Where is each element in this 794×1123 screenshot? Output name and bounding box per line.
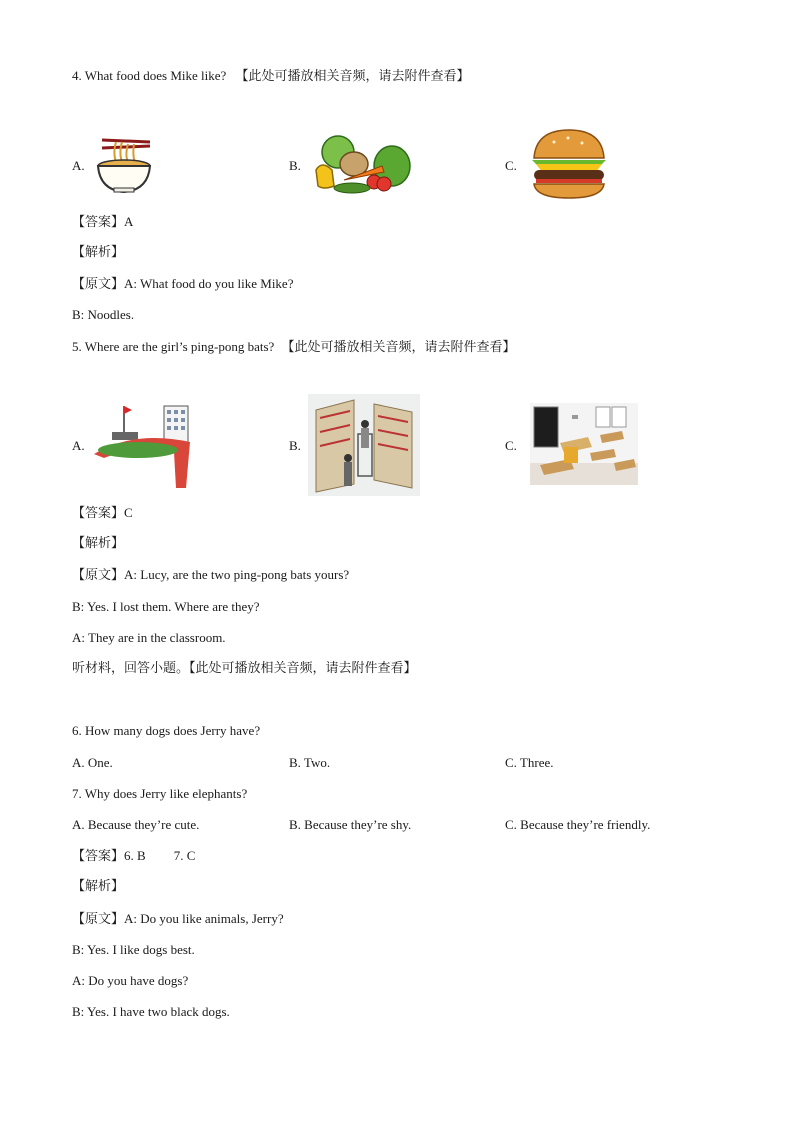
transcript-tag: 【原文】 <box>72 568 125 583</box>
q7-option-a: A. Because they’re cute. <box>72 817 200 832</box>
transcript-text: A: Do you like animals, Jerry? <box>124 911 284 926</box>
q4-option-b-label: B. <box>289 158 301 173</box>
question-7: 7. Why does Jerry like elephants? <box>72 786 248 801</box>
audio-note[interactable]: 【此处可播放相关音频，请去附件查看】 <box>281 340 516 355</box>
q6-option-c: C. Three. <box>505 755 554 770</box>
q5-option-b-label: B. <box>289 438 301 453</box>
q5-analysis-tag: 【解析】 <box>72 536 125 551</box>
q7-option-b: B. Because they’re shy. <box>289 817 412 832</box>
q5-answer <box>72 505 133 522</box>
answer-7: 7. C <box>173 848 196 863</box>
noodles-bowl-icon <box>94 132 154 194</box>
question-6: 6. How many dogs does Jerry have? <box>72 723 261 738</box>
q67-transcript-line-1 <box>72 911 284 928</box>
answer-tag: 【答案】 <box>72 506 125 521</box>
classroom-icon <box>530 403 638 485</box>
hamburger-icon <box>530 128 608 200</box>
answer-value: A <box>124 214 134 229</box>
q67-transcript-line-4: B: Yes. I have two black dogs. <box>72 1004 230 1019</box>
q5-transcript-line-1 <box>72 567 349 584</box>
question-5 <box>72 339 516 356</box>
library-icon <box>308 394 420 496</box>
q5-transcript-line-3: A: They are in the classroom. <box>72 630 226 645</box>
q6-option-a: A. One. <box>72 755 113 770</box>
q4-answer <box>72 214 133 231</box>
transcript-text: A: Lucy, are the two ping-pong bats yours? <box>124 567 350 582</box>
vegetables-icon <box>312 130 412 196</box>
q5-option-a-label: A. <box>72 438 85 453</box>
q4-transcript-line-2: B: Noodles. <box>72 307 135 322</box>
playground-icon <box>94 402 194 488</box>
q67-transcript-line-3: A: Do you have dogs? <box>72 973 189 988</box>
question-5-text: 5. Where are the girl’s ping-pong bats? <box>72 339 275 354</box>
transcript-tag: 【原文】 <box>72 277 125 292</box>
q6-option-b: B. Two. <box>289 755 331 770</box>
audio-note[interactable]: 【此处可播放相关音频，请去附件查看】 <box>235 69 470 84</box>
q4-option-c-label: C. <box>505 158 517 173</box>
answer-tag: 【答案】 <box>72 215 125 230</box>
question-4-text: 4. What food does Mike like? <box>72 68 227 83</box>
q5-option-c-label: C. <box>505 438 517 453</box>
question-4 <box>72 68 470 85</box>
q5-transcript-line-2: B: Yes. I lost them. Where are they? <box>72 599 260 614</box>
section-instruction[interactable]: 听材料，回答小题。【此处可播放相关音频，请去附件查看】 <box>72 661 417 676</box>
q67-transcript-line-2: B: Yes. I like dogs best. <box>72 942 195 957</box>
q67-analysis-tag: 【解析】 <box>72 879 125 894</box>
answer-tag: 【答案】 <box>72 849 125 864</box>
transcript-tag: 【原文】 <box>72 912 125 927</box>
answer-value: C <box>124 505 133 520</box>
q4-analysis-tag: 【解析】 <box>72 245 125 260</box>
q7-option-c: C. Because they’re friendly. <box>505 817 651 832</box>
q67-answer <box>72 848 195 865</box>
answer-6: 6. B <box>124 848 146 863</box>
transcript-text: A: What food do you like Mike? <box>124 276 294 291</box>
q4-transcript-line-1 <box>72 276 293 293</box>
q4-option-a-label: A. <box>72 158 85 173</box>
